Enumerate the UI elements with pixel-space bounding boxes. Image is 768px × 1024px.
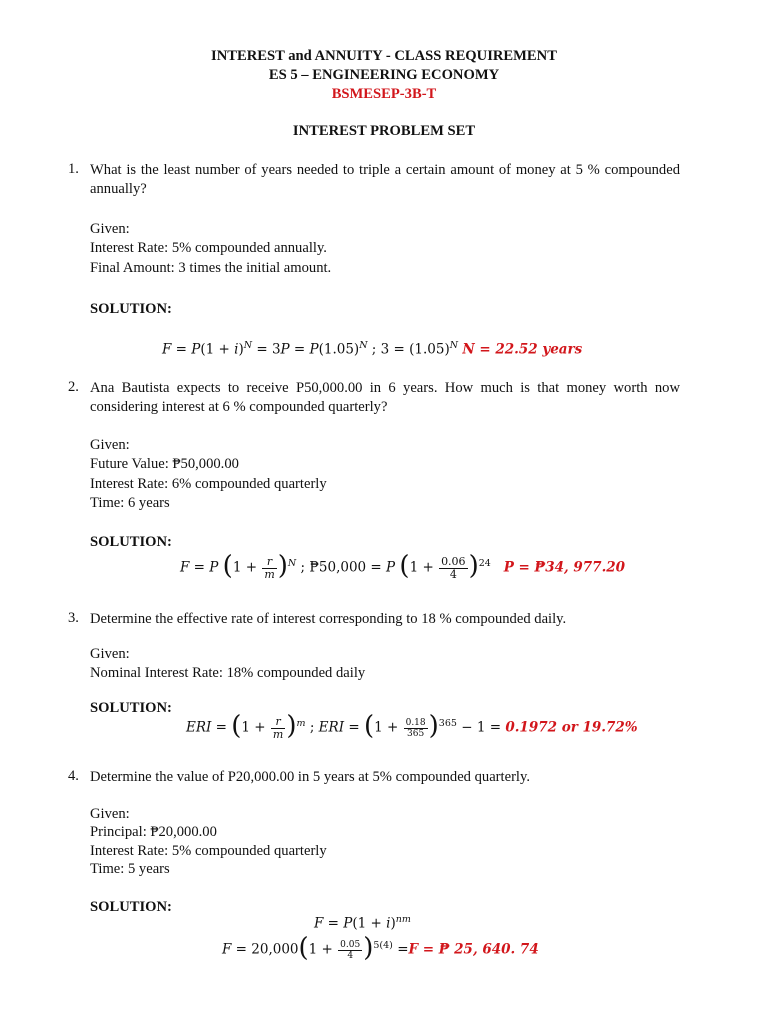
problem-3-given-label: Given: <box>90 646 130 662</box>
problem-4-number: 4. <box>68 768 79 784</box>
problem-1-question: What is the least number of years needed to triple a certain amount of money at 5 % compounded annually? <box>90 162 680 197</box>
problem-3-formula: ERI = (1 + $\frac{r}{m}$ )$^m$ ; ERI = (1 + $\frac{0.18}{365}$ )$^{365}$ − 1 = 0.1972 or 19.72% <box>186 711 638 741</box>
course-title: ES 5 – ENGINEERING ECONOMY <box>268 67 500 83</box>
problem-3-given-1: Nominal Interest Rate: 18% compounded daily <box>90 665 366 681</box>
problem-2-given-label: Given: <box>90 437 130 453</box>
problem-4-question: Determine the value of P20,000.00 in 5 years at 5% compounded quarterly. <box>90 769 530 785</box>
problem-4-given-3: Time: 5 years <box>90 861 170 877</box>
problem-4-formula-2: F = 20,000(1 + $\frac{0.05}{4}$ )$^{5(4)}$ =F = ₱ 25, 640. 74 <box>222 933 539 963</box>
problem-set-title: INTEREST PROBLEM SET <box>292 123 476 139</box>
problem-2-given-3: Time: 6 years <box>90 495 170 511</box>
problem-1-formula: $F = P(1 + i)^N = 3P = P(1.05)^N$ ; $3 = (1.05)^N$ N = 22.52 years <box>162 340 583 358</box>
problem-2-given-2: Interest Rate: 6% compounded quarterly <box>90 476 327 492</box>
document-title: INTEREST and ANNUITY - CLASS REQUIREMENT <box>211 48 557 64</box>
problem-2-answer: P = ₱34, 977.20 <box>503 559 626 576</box>
section-code: BSMESEP-3B-T <box>331 86 437 102</box>
problem-3-number: 3. <box>68 610 79 626</box>
problem-2-question: Ana Bautista expects to receive P50,000.00 in 6 years. How much is that money worth now considering interest at 6 % compounded quarterly? <box>90 380 680 415</box>
problem-4-formula-1: $F = P(1 + i)^{nm}$ <box>314 914 411 932</box>
problem-3-question: Determine the effective rate of interest corresponding to 18 % compounded daily. <box>90 611 567 627</box>
problem-2-formula: F = P (1 + $\frac{r}{m}$ )$^N$ ; ₱50,000 = P (1 + $\frac{0.06}{4}$ )$^{24}$ P = ₱34, 977.20 <box>180 551 626 581</box>
problem-1-given-label: Given: <box>90 221 130 237</box>
problem-2-number: 2. <box>68 379 79 395</box>
problem-1-given-2: Final Amount: 3 times the initial amount. <box>90 260 332 276</box>
problem-4-given-1: Principal: ₱20,000.00 <box>90 824 217 840</box>
problem-1-given-1: Interest Rate: 5% compounded annually. <box>90 240 327 256</box>
problem-1-answer: N = 22.52 years <box>462 341 583 358</box>
problem-1-solution-label: SOLUTION: <box>90 301 172 317</box>
problem-4-given-2: Interest Rate: 5% compounded quarterly <box>90 843 327 859</box>
problem-4-given-label: Given: <box>90 806 130 822</box>
problem-4-solution-label: SOLUTION: <box>90 899 172 915</box>
problem-3-answer: 0.1972 or 19.72% <box>505 719 638 736</box>
problem-1-number: 1. <box>68 161 79 177</box>
problem-4-answer: F = ₱ 25, 640. 74 <box>408 941 539 958</box>
problem-2-given-1: Future Value: ₱50,000.00 <box>90 456 239 472</box>
problem-2-solution-label: SOLUTION: <box>90 534 172 550</box>
problem-3-solution-label: SOLUTION: <box>90 700 172 716</box>
